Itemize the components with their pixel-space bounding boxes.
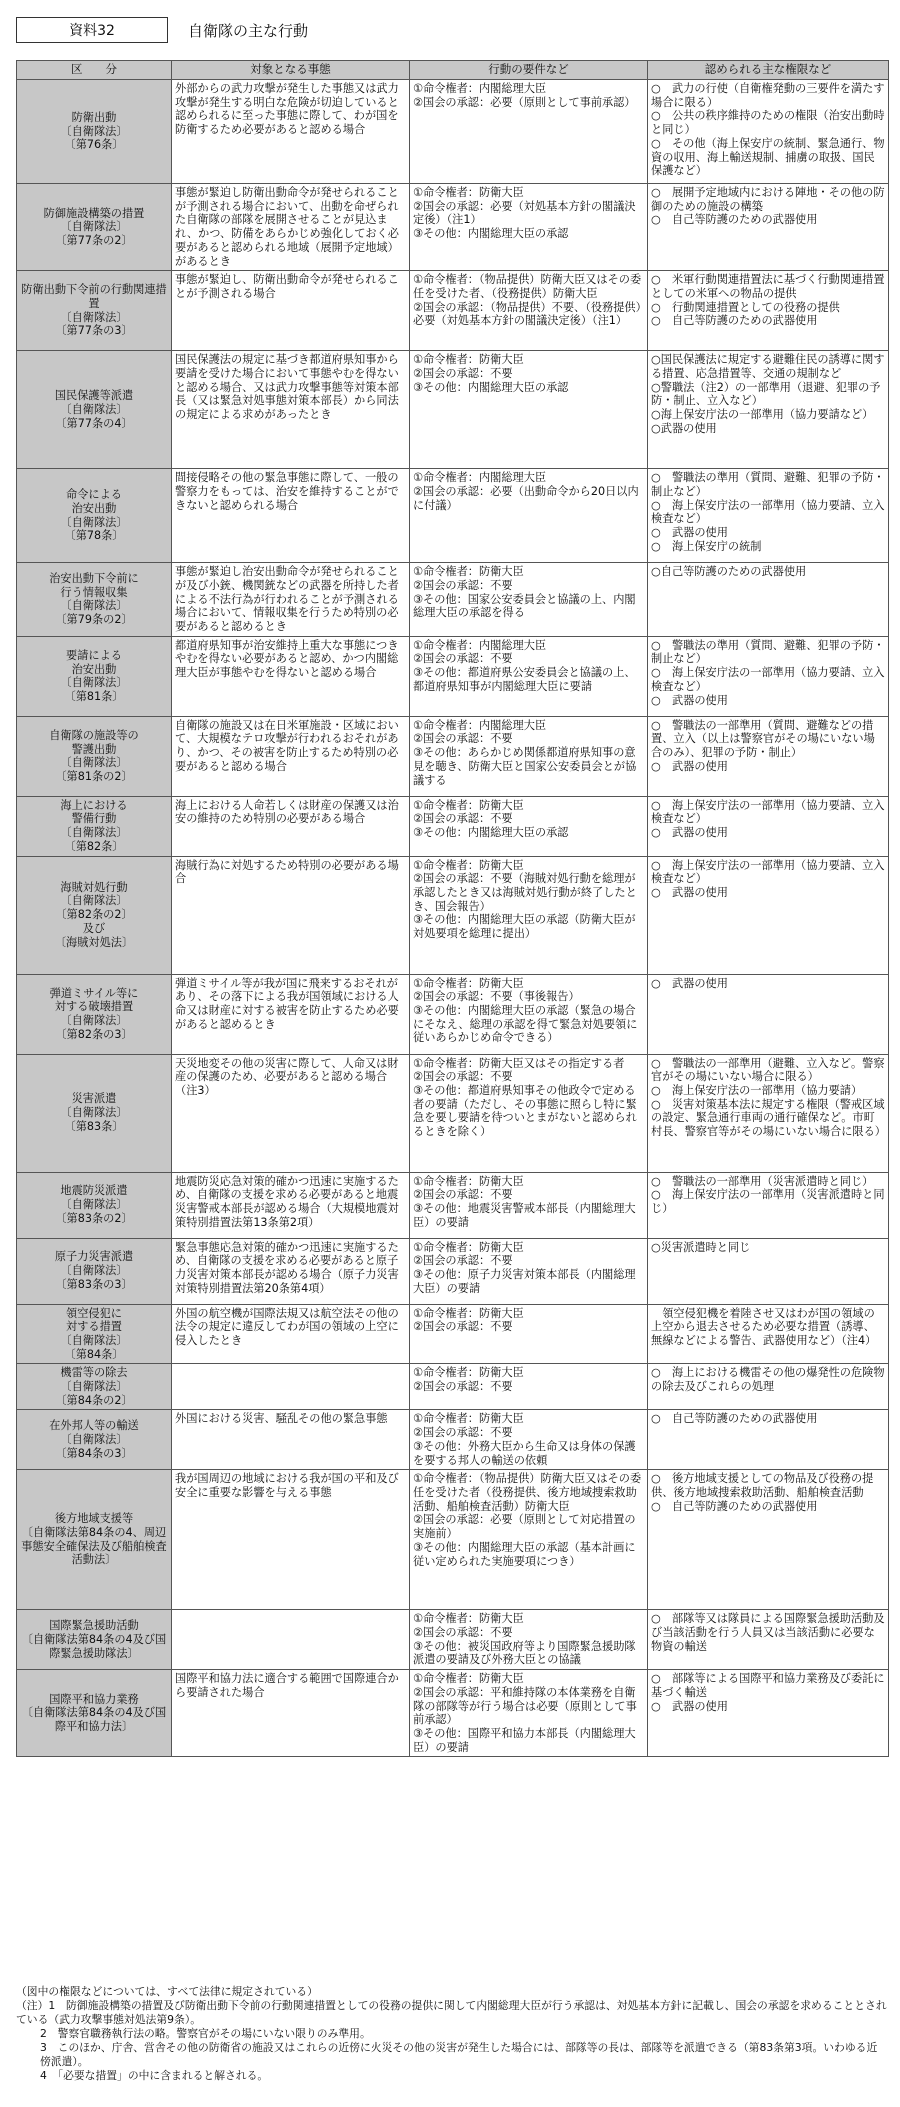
row-powers-cell: ○ 後方地域支援としての物品及び役務の提供、後方地域捜索救助活動、船舶検査活動 ○ 自己等防護のための武器使用 (648, 1470, 889, 1610)
footnote-line: 3 このほか、庁舎、営舎その他の防衛省の施設又はこれらの近傍に火災その他の災害が発生した場合には、部隊等の長は、部隊等を派遣できる（第83条第3項。いわゆる近傍派遣）。 (40, 2041, 878, 2068)
actions-table (16, 60, 889, 1757)
row-requirements-cell: ①命令権者：防衛大臣 ②国会の承認：不要 (410, 1304, 648, 1364)
row-requirements-cell: ①命令権者：内閣総理大臣 ②国会の承認：不要 ③その他：あらかじめ関係都道府県知事の意見を聴き、防衛大臣と国家公安委員会とが協議する (410, 716, 648, 796)
row-requirements-cell: ①命令権者：防衛大臣又はその指定する者 ②国会の承認：不要 ③その他：都道府県知事その他政令で定める者の要請（ただし、その事態に照らし特に緊急を要し要請を待ついとまがないと認められるときを除く） (410, 1054, 648, 1172)
row-requirements-cell: ①命令権者：防衛大臣 ②国会の承認：不要 ③その他：被災国政府等より国際緊急援助隊派遣の要請及び外務大臣との協議 (410, 1610, 648, 1670)
row-situation-cell: 海上における人命若しくは財産の保護又は治安の維持のため特別の必要がある場合 (172, 796, 410, 856)
row-powers-cell: ○ 警職法の準用（質問、避難、犯罪の予防・制止など） ○ 海上保安庁法の一部準用（協力要請、立入検査など） ○ 武器の使用 ○ 海上保安庁の統制 (648, 469, 889, 563)
table-row (17, 1610, 889, 1670)
row-situation-cell: 国際平和協力法に適合する範囲で国際連合から要請された場合 (172, 1670, 410, 1757)
row-requirements-cell: ①命令権者：防衛大臣 ②国会の承認：不要 ③その他：国家公安委員会と協議の上、内閣総理大臣の承認を得る (410, 563, 648, 637)
row-category-cell: 国民保護等派遣 〔自衛隊法〕 〔第77条の4〕 (17, 351, 172, 469)
row-powers-cell: ○ 警職法の一部準用（質問、避難などの措置、立入（以上は警察官がその場にいない場合のみ）、犯罪の予防・制止） ○ 武器の使用 (648, 716, 889, 796)
table-row (17, 1304, 889, 1364)
row-powers-cell: ○ 海上保安庁法の一部準用（協力要請、立入検査など） ○ 武器の使用 (648, 796, 889, 856)
row-powers-cell: ○ 部隊等又は隊員による国際緊急援助活動及び当該活動を行う人員又は当該活動に必要な物資の輸送 (648, 1610, 889, 1670)
row-category-cell: 後方地域支援等 〔自衛隊法第84条の4、周辺事態安全確保法及び船舶検査活動法〕 (17, 1470, 172, 1610)
footnote-line: （図中の権限などについては、すべて法律に規定されている） (16, 1985, 318, 1998)
row-requirements-cell: ①命令権者：防衛大臣 ②国会の承認：不要 ③その他：内閣総理大臣の承認 (410, 351, 648, 469)
row-powers-cell: ○災害派遣時と同じ (648, 1238, 889, 1304)
row-requirements-cell: ①命令権者：防衛大臣 ②国会の承認：不要 ③その他：原子力災害対策本部長（内閣総理大臣）の要請 (410, 1238, 648, 1304)
row-situation-cell: 緊急事態応急対策的確かつ迅速に実施するため、自衛隊の支援を求める必要があると原子力災害対策本部長が認める場合（原子力災害対策特別措置法第20条第4項） (172, 1238, 410, 1304)
row-situation-cell: 外国の航空機が国際法規又は航空法その他の法令の規定に違反してわが国の領域の上空に侵入したとき (172, 1304, 410, 1364)
column-header-category: 区 分 (17, 61, 172, 80)
row-situation-cell: 都道府県知事が治安維持上重大な事態につきやむを得ない必要があると認め、かつ内閣総理大臣が事態やむを得ないと認める場合 (172, 636, 410, 716)
row-category-cell: 機雷等の除去 〔自衛隊法〕 〔第84条の2〕 (17, 1364, 172, 1410)
row-situation-cell: 事態が緊迫し、防衛出動命令が発せられることが予測される場合 (172, 271, 410, 351)
row-category-cell: 海賊対処行動 〔自衛隊法〕 〔第82条の2〕 及び 〔海賊対処法〕 (17, 856, 172, 974)
table-row (17, 184, 889, 271)
table-row (17, 1670, 889, 1757)
row-category-cell: 治安出動下令前に 行う情報収集 〔自衛隊法〕 〔第79条の2〕 (17, 563, 172, 637)
row-requirements-cell: ①命令権者：防衛大臣 ②国会の承認：必要（対処基本方針の閣議決定後）（注1） ③その他：内閣総理大臣の承認 (410, 184, 648, 271)
row-requirements-cell: ①命令権者：防衛大臣 ②国会の承認：不要 ③その他：外務大臣から生命又は身体の保護を要する邦人の輸送の依頼 (410, 1410, 648, 1470)
row-powers-cell: ○ 海上保安庁法の一部準用（協力要請、立入検査など） ○ 武器の使用 (648, 856, 889, 974)
document-header (16, 16, 308, 44)
row-requirements-cell: ①命令権者：（物品提供）防衛大臣又はその委任を受けた者（役務提供、後方地域捜索救助活動、船舶検査活動）防衛大臣 ②国会の承認：必要（原則として対応措置の実施前） ③その他：内閣総理大臣の承認（基本計画に従い定められた実施要項につき） (410, 1470, 648, 1610)
row-powers-cell: ○ 警職法の準用（質問、避難、犯罪の予防・制止など） ○ 海上保安庁法の一部準用（協力要請、立入検査など） ○ 武器の使用 (648, 636, 889, 716)
row-powers-cell: ○自己等防護のための武器使用 (648, 563, 889, 637)
row-requirements-cell: ①命令権者：防衛大臣 ②国会の承認：不要 ③その他：地震災害警戒本部長（内閣総理大臣）の要請 (410, 1172, 648, 1238)
row-powers-cell: ○国民保護法に規定する避難住民の誘導に関する措置、応急措置等、交通の規制など ○警職法（注2）の一部準用（退避、犯罪の予防・制止、立入など） ○海上保安庁法の一部準用（協力要請など） ○武器の使用 (648, 351, 889, 469)
row-situation-cell: 海賊行為に対処するため特別の必要がある場合 (172, 856, 410, 974)
table-row (17, 80, 889, 184)
row-category-cell: 弾道ミサイル等に 対する破壊措置 〔自衛隊法〕 〔第82条の3〕 (17, 974, 172, 1054)
footnote-line: 2 警察官職務執行法の略。警察官がその場にいない限りのみ準用。 (40, 2027, 371, 2040)
row-situation-cell: 事態が緊迫し防衛出動命令が発せられることが予測される場合において、出動を命ぜられた自衛隊の部隊を展開させることが見込まれ、かつ、防備をあらかじめ強化しておく必要があると認められる地域（展開予定地域）があるとき (172, 184, 410, 271)
row-category-cell: 命令による 治安出動 〔自衛隊法〕 〔第78条〕 (17, 469, 172, 563)
row-category-cell: 在外邦人等の輸送 〔自衛隊法〕 〔第84条の3〕 (17, 1410, 172, 1470)
row-situation-cell: 我が国周辺の地域における我が国の平和及び安全に重要な影響を与える事態 (172, 1470, 410, 1610)
table-row (17, 1470, 889, 1610)
row-powers-cell: ○ 警職法の一部準用（避難、立入など。警察官がその場にいない場合に限る） ○ 海上保安庁法の一部準用（協力要請） ○ 災害対策基本法に規定する権限（警戒区域の設定、緊急通行車両の通行確保など。市町村長、警察官等がその場にいない場合に限る） (648, 1054, 889, 1172)
row-requirements-cell: ①命令権者：（物品提供）防衛大臣又はその委任を受けた者、（役務提供）防衛大臣 ②国会の承認：（物品提供）不要、（役務提供）必要（対処基本方針の閣議決定後）（注1） (410, 271, 648, 351)
document-label: 資料32 (16, 17, 168, 43)
row-requirements-cell: ①命令権者：防衛大臣 ②国会の承認：不要 (410, 1364, 648, 1410)
row-category-cell: 国際緊急援助活動 〔自衛隊法第84条の4及び国際緊急援助隊法〕 (17, 1610, 172, 1670)
row-category-cell: 災害派遣 〔自衛隊法〕 〔第83条〕 (17, 1054, 172, 1172)
row-category-cell: 領空侵犯に 対する措置 〔自衛隊法〕 〔第84条〕 (17, 1304, 172, 1364)
row-category-cell: 国際平和協力業務 〔自衛隊法第84条の4及び国際平和協力法〕 (17, 1670, 172, 1757)
row-situation-cell: 事態が緊迫し治安出動命令が発せられることが及び小銃、機関銃などの武器を所持した者による不法行為が行われることが予測される場合において、情報収集を行うため特別の必要があると認めるとき (172, 563, 410, 637)
row-powers-cell: ○ 展開予定地域内における陣地・その他の防御のための施設の構築 ○ 自己等防護のための武器使用 (648, 184, 889, 271)
row-situation-cell (172, 1610, 410, 1670)
page-title: 自衛隊の主な行動 (188, 21, 309, 40)
row-requirements-cell: ①命令権者：内閣総理大臣 ②国会の承認：不要 ③その他：都道府県公安委員会と協議の上、都道府県知事が内閣総理大臣に要請 (410, 636, 648, 716)
footnote-line: （注）1 防御施設構築の措置及び防衛出動下令前の行動関連措置としての役務の提供に関して内閣総理大臣が行う承認は、対処基本方針に記載し、国会の承認を求めることとされている（武力攻撃事態対処法第9条）。 (16, 1999, 887, 2026)
row-situation-cell: 外部からの武力攻撃が発生した事態又は武力攻撃が発生する明白な危険が切迫していると認められるに至った事態に際して、わが国を防衛するため必要があると認める場合 (172, 80, 410, 184)
table-row (17, 351, 889, 469)
row-powers-cell: ○ 武力の行使（自衛権発動の三要件を満たす場合に限る） ○ 公共の秩序維持のための権限（治安出動時と同じ） ○ その他（海上保安庁の統制、緊急通行、物資の収用、海上輸送規制、捕虜の取扱、国民保護など） (648, 80, 889, 184)
row-situation-cell (172, 1364, 410, 1410)
table-row (17, 271, 889, 351)
table-row (17, 1238, 889, 1304)
table-row (17, 974, 889, 1054)
row-powers-cell: ○ 部隊等による国際平和協力業務及び委託に基づく輸送 ○ 武器の使用 (648, 1670, 889, 1757)
table-row (17, 1410, 889, 1470)
row-powers-cell: ○ 武器の使用 (648, 974, 889, 1054)
row-category-cell: 自衛隊の施設等の 警護出動 〔自衛隊法〕 〔第81条の2〕 (17, 716, 172, 796)
row-situation-cell: 外国における災害、騒乱その他の緊急事態 (172, 1410, 410, 1470)
row-category-cell: 防衛出動下令前の行動関連措置 〔自衛隊法〕 〔第77条の3〕 (17, 271, 172, 351)
footnote-line: 4 「必要な措置」の中に含まれると解される。 (40, 2069, 269, 2082)
row-powers-cell: ○ 警職法の一部準用（災害派遣時と同じ） ○ 海上保安庁法の一部準用（災害派遣時と同じ） (648, 1172, 889, 1238)
row-situation-cell: 間接侵略その他の緊急事態に際して、一般の警察力をもっては、治安を維持することができないと認められる場合 (172, 469, 410, 563)
row-category-cell: 要請による 治安出動 〔自衛隊法〕 〔第81条〕 (17, 636, 172, 716)
table-row (17, 856, 889, 974)
table-row (17, 563, 889, 637)
table-row (17, 796, 889, 856)
row-situation-cell: 地震防災応急対策的確かつ迅速に実施するため、自衛隊の支援を求める必要があると地震災害警戒本部長が認める場合（大規模地震対策特別措置法第13条第2項） (172, 1172, 410, 1238)
row-powers-cell: ○ 自己等防護のための武器使用 (648, 1410, 889, 1470)
row-requirements-cell: ①命令権者：防衛大臣 ②国会の承認：不要（海賊対処行動を総理が承認したとき又は海賊対処行動が終了したとき、国会報告） ③その他：内閣総理大臣の承認（防衛大臣が対処要項を総理に提出） (410, 856, 648, 974)
row-requirements-cell: ①命令権者：内閣総理大臣 ②国会の承認：必要（原則として事前承認） (410, 80, 648, 184)
row-requirements-cell: ①命令権者：防衛大臣 ②国会の承認：平和維持隊の本体業務を自衛隊の部隊等が行う場合は必要（原則として事前承認） ③その他：国際平和協力本部長（内閣総理大臣）の要請 (410, 1670, 648, 1757)
row-requirements-cell: ①命令権者：防衛大臣 ②国会の承認：不要 ③その他：内閣総理大臣の承認 (410, 796, 648, 856)
row-powers-cell: ○ 海上における機雷その他の爆発性の危険物の除去及びこれらの処理 (648, 1364, 889, 1410)
column-header-situation: 対象となる事態 (172, 61, 410, 80)
row-situation-cell: 国民保護法の規定に基づき都道府県知事から要請を受けた場合において事態やむを得ないと認める場合、又は武力攻撃事態等対策本部長（又は緊急対処事態対策本部長）から同法の規定による求めがあったとき (172, 351, 410, 469)
row-category-cell: 防御施設構築の措置 〔自衛隊法〕 〔第77条の2〕 (17, 184, 172, 271)
row-category-cell: 海上における 警備行動 〔自衛隊法〕 〔第82条〕 (17, 796, 172, 856)
table-row (17, 716, 889, 796)
row-situation-cell: 自衛隊の施設又は在日米軍施設・区域において、大規模なテロ攻撃が行われるおそれがあり、かつ、その被害を防止するため特別の必要があると認める場合 (172, 716, 410, 796)
row-category-cell: 原子力災害派遣 〔自衛隊法〕 〔第83条の3〕 (17, 1238, 172, 1304)
table-row (17, 1364, 889, 1410)
row-powers-cell: 領空侵犯機を着陸させ又はわが国の領域の上空から退去させるため必要な措置（誘導、無線などによる警告、武器使用など）（注4） (648, 1304, 889, 1364)
row-situation-cell: 弾道ミサイル等が我が国に飛来するおそれがあり、その落下による我が国領域における人命又は財産に対する被害を防止するため必要があると認めるとき (172, 974, 410, 1054)
row-powers-cell: ○ 米軍行動関連措置法に基づく行動関連措置としての米軍への物品の提供 ○ 行動関連措置としての役務の提供 ○ 自己等防護のための武器使用 (648, 271, 889, 351)
row-category-cell: 地震防災派遣 〔自衛隊法〕 〔第83条の2〕 (17, 1172, 172, 1238)
column-header-requirements: 行動の要件など (410, 61, 648, 80)
row-requirements-cell: ①命令権者：内閣総理大臣 ②国会の承認：必要（出動命令から20日以内に付議） (410, 469, 648, 563)
table-header-row (17, 61, 889, 80)
table-row (17, 469, 889, 563)
footnotes (16, 1985, 888, 2083)
row-requirements-cell: ①命令権者：防衛大臣 ②国会の承認：不要（事後報告） ③その他：内閣総理大臣の承認（緊急の場合にそなえ、総理の承認を得て緊急対処要領に従いあらかじめ命令できる） (410, 974, 648, 1054)
table-row (17, 636, 889, 716)
table-body (17, 80, 889, 1757)
row-category-cell: 防衛出動 〔自衛隊法〕 〔第76条〕 (17, 80, 172, 184)
table-row (17, 1172, 889, 1238)
table-row (17, 1054, 889, 1172)
column-header-powers: 認められる主な権限など (648, 61, 889, 80)
row-situation-cell: 天災地変その他の災害に際して、人命又は財産の保護のため、必要があると認める場合（注3） (172, 1054, 410, 1172)
